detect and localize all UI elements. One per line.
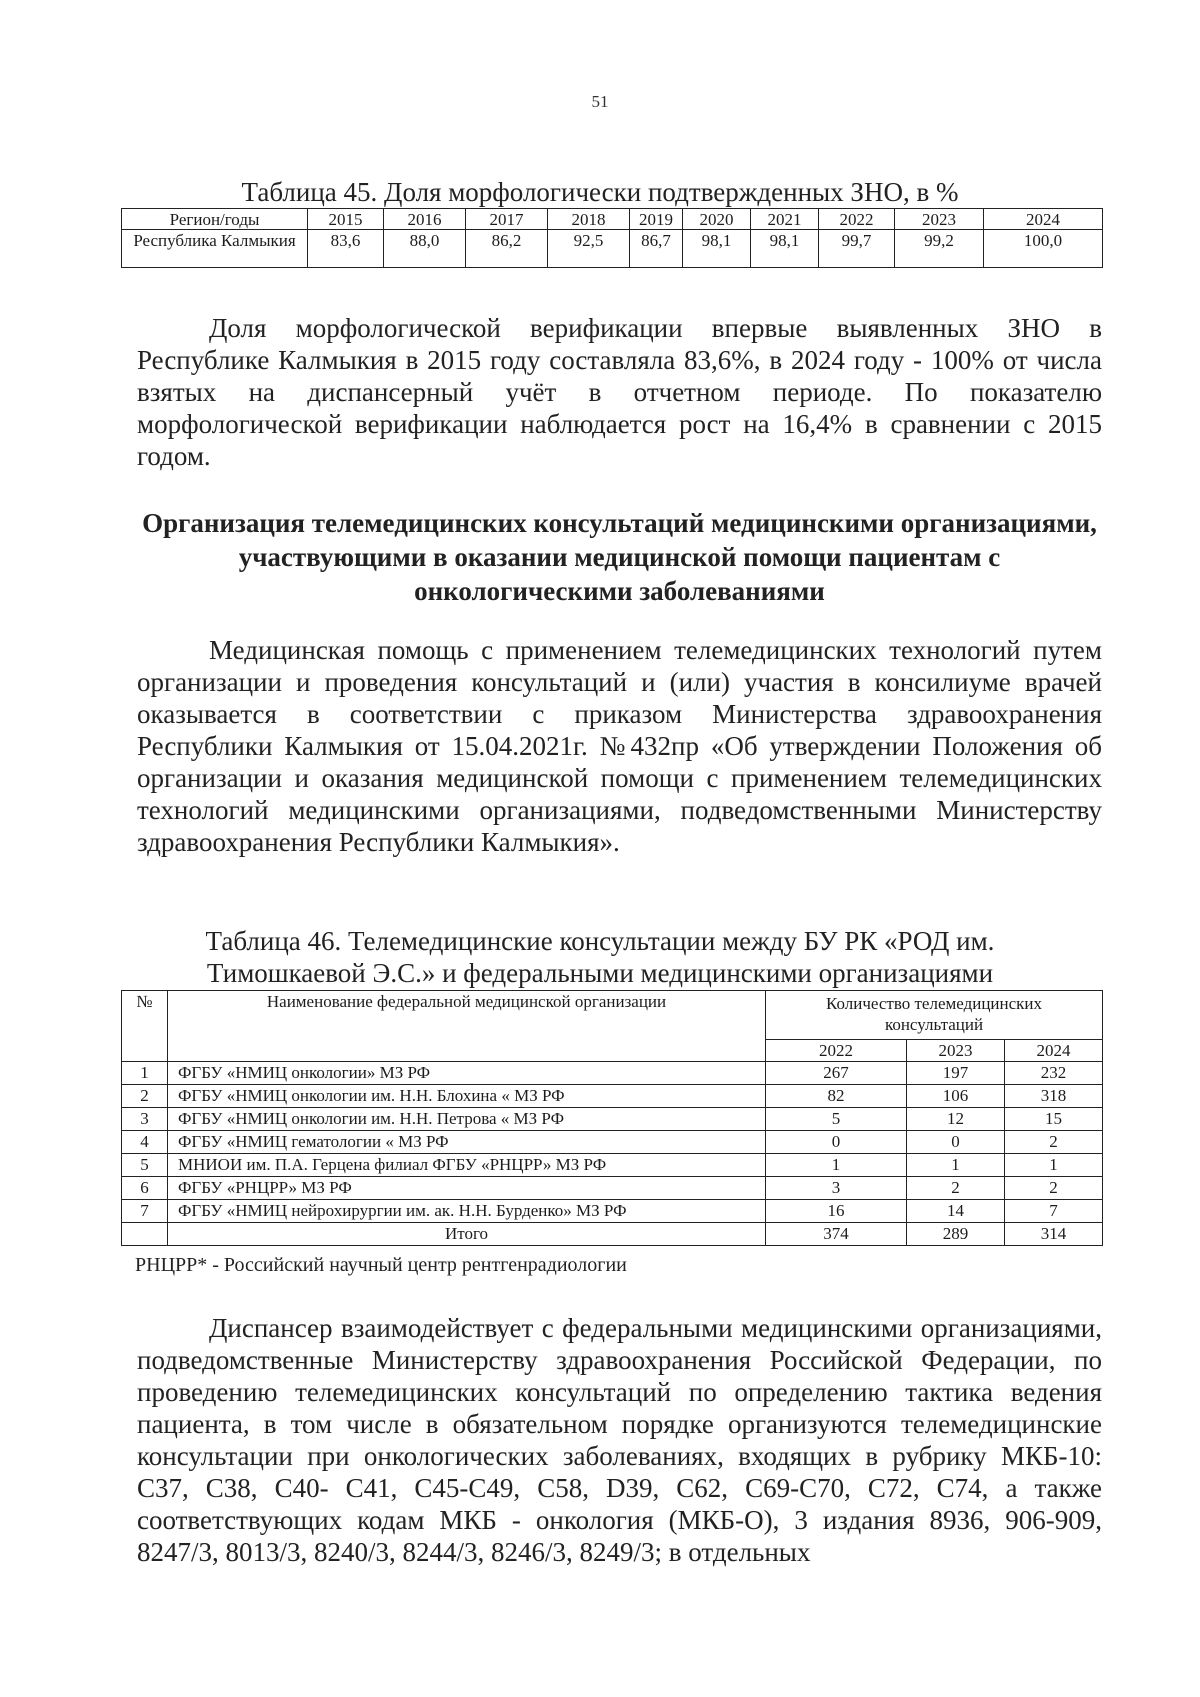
table45-cell: 98,1 (683, 230, 751, 268)
table-row (122, 1108, 1103, 1131)
table45-cell: 86,2 (466, 230, 548, 268)
row-number: 2 (122, 1085, 168, 1108)
table45-header-cell: Регион/годы (122, 209, 308, 230)
table45-header-cell: 2021 (751, 209, 819, 230)
table45-cell: 92,5 (548, 230, 630, 268)
paragraph-verification-text: Доля морфологической верификации впервые выявленных ЗНО в Республике Калмыкия в 2015 году составляла 83,6%, в 2024 году - 100% от числа взятых на диспансерный учёт в отчетном периоде. По показателю морфологической верификации наблюдается рост на 16,4% в сравнении с 2015 годом. (137, 313, 1102, 471)
org-name: ФГБУ «НМИЦ нейрохирургии им. ак. Н.Н. Бурденко» МЗ РФ (168, 1200, 766, 1223)
table46-total-row (122, 1223, 1103, 1246)
count-cell: 1 (766, 1154, 907, 1177)
org-name: МНИОИ им. П.А. Герцена филиал ФГБУ «РНЦРР» МЗ РФ (168, 1154, 766, 1177)
total-label: Итого (168, 1223, 766, 1246)
count-cell: 2 (1005, 1131, 1103, 1154)
count-cell: 2 (1005, 1177, 1103, 1200)
table-row (122, 1154, 1103, 1177)
table45-header-cell: 2020 (683, 209, 751, 230)
row-number: 4 (122, 1131, 168, 1154)
row-number: 6 (122, 1177, 168, 1200)
paragraph-telemedicine-text: Медицинская помощь с применением телемедицинских технологий путем организации и проведения консультаций и (или) участия в консилиуме врачей оказывается в соответствии с приказом Министерства здравоохранения Республики Калмыкия от 15.04.2021г. №432пр «Об утверждении Положения об организации и оказания медицинской помощи с применением телемедицинских технологий медицинскими организациями, подведомственными Министерству здравоохранения Республики Калмыкия». (137, 635, 1102, 857)
paragraph-dispensary-text: Диспансер взаимодействует с федеральными медицинскими организациями, подведомственные Министерству здравоохранения Российской Федерации, по проведению телемедицинских консультаций по определению тактика ведения пациента, в том числе в обязательном порядке организуются телемедицинские консультации при онкологических заболеваниях, входящих в рубрику МКБ-10: С37, С38, С40- С41, С45-С49, С58, D39, С62, С69-С70, С72, С74, а также соответствующих кодам МКБ - онкология (МКБ-О), 3 издания 8936, 906-909, 8247/3, 8013/3, 8240/3, 8244/3, 8246/3, 8249/3; в отдельных (137, 1313, 1102, 1567)
table45-header-cell: 2023 (895, 209, 984, 230)
table46 (121, 990, 1103, 1246)
row-number: 5 (122, 1154, 168, 1177)
row-number: 7 (122, 1200, 168, 1223)
table45-header-cell: 2018 (548, 209, 630, 230)
table45-cell: 83,6 (308, 230, 384, 268)
count-cell: 318 (1005, 1085, 1103, 1108)
table46-year-cell: 2022 (766, 1040, 907, 1062)
table45-header-cell: 2019 (630, 209, 683, 230)
table45-row-label: Республика Калмыкия (122, 230, 308, 268)
table46-header-count: Количество телемедицинских консультаций (766, 991, 1103, 1040)
org-name: ФГБУ «НМИЦ онкологии им. Н.Н. Блохина « МЗ РФ (168, 1085, 766, 1108)
row-number: 3 (122, 1108, 168, 1131)
total-cell: 289 (907, 1223, 1005, 1246)
table45-cell: 98,1 (751, 230, 819, 268)
org-name: ФГБУ «НМИЦ онкологии» МЗ РФ (168, 1062, 766, 1085)
row-number: 1 (122, 1062, 168, 1085)
page-number: 51 (591, 92, 609, 111)
table46-year-cell: 2024 (1005, 1040, 1103, 1062)
table-row (122, 1131, 1103, 1154)
count-cell: 15 (1005, 1108, 1103, 1131)
count-cell: 14 (907, 1200, 1005, 1223)
count-cell: 16 (766, 1200, 907, 1223)
table46-header-num: № (122, 991, 168, 1062)
table45-cell: 86,7 (630, 230, 683, 268)
count-cell: 267 (766, 1062, 907, 1085)
footnote: РНЦРР* - Российский научный центр рентгенрадиологии (135, 1254, 627, 1276)
table45-data-row (122, 230, 1103, 268)
table45-header-cell: 2017 (466, 209, 548, 230)
count-cell: 3 (766, 1177, 907, 1200)
table46-year-cell: 2023 (907, 1040, 1005, 1062)
total-cell: 374 (766, 1223, 907, 1246)
count-cell: 12 (907, 1108, 1005, 1131)
count-cell: 82 (766, 1085, 907, 1108)
table45-header-cell: 2024 (984, 209, 1103, 230)
total-cell: 314 (1005, 1223, 1103, 1246)
count-cell: 2 (907, 1177, 1005, 1200)
count-cell: 5 (766, 1108, 907, 1131)
table45-header-cell: 2015 (308, 209, 384, 230)
count-cell: 7 (1005, 1200, 1103, 1223)
table45-cell: 88,0 (384, 230, 466, 268)
paragraph-telemedicine (137, 634, 1102, 858)
count-cell: 232 (1005, 1062, 1103, 1085)
row-number (122, 1223, 168, 1246)
table46-header-org: Наименование федеральной медицинской организации (168, 991, 766, 1062)
table46-caption: Таблица 46. Телемедицинские консультации между БУ РК «РОД им. Тимошкаевой Э.С.» и федеральными медицинскими организациями (205, 926, 995, 988)
count-cell: 0 (907, 1131, 1005, 1154)
section-heading: Организация телемедицинских консультаций медицинскими организациями, участвующими в оказании медицинской помощи пациентам с онкологическими заболеваниями (142, 508, 1097, 606)
table45-caption: Таблица 45. Доля морфологически подтвержденных ЗНО, в % (241, 177, 959, 207)
table45 (121, 208, 1103, 268)
table45-header-row (122, 209, 1103, 230)
table45-header-cell: 2016 (384, 209, 466, 230)
table45-cell: 99,2 (895, 230, 984, 268)
table46-header-row (122, 991, 1103, 1040)
table45-cell: 99,7 (819, 230, 895, 268)
count-cell: 1 (907, 1154, 1005, 1177)
org-name: ФГБУ «РНЦРР» МЗ РФ (168, 1177, 766, 1200)
count-cell: 1 (1005, 1154, 1103, 1177)
paragraph-dispensary (137, 1312, 1102, 1568)
count-cell: 106 (907, 1085, 1005, 1108)
table-row (122, 1062, 1103, 1085)
org-name: ФГБУ «НМИЦ онкологии им. Н.Н. Петрова « МЗ РФ (168, 1108, 766, 1131)
count-cell: 197 (907, 1062, 1005, 1085)
table45-header-cell: 2022 (819, 209, 895, 230)
table45-cell: 100,0 (984, 230, 1103, 268)
table-row (122, 1085, 1103, 1108)
table-row (122, 1200, 1103, 1223)
org-name: ФГБУ «НМИЦ гематологии « МЗ РФ (168, 1131, 766, 1154)
table-row (122, 1177, 1103, 1200)
count-cell: 0 (766, 1131, 907, 1154)
paragraph-verification (137, 312, 1102, 472)
